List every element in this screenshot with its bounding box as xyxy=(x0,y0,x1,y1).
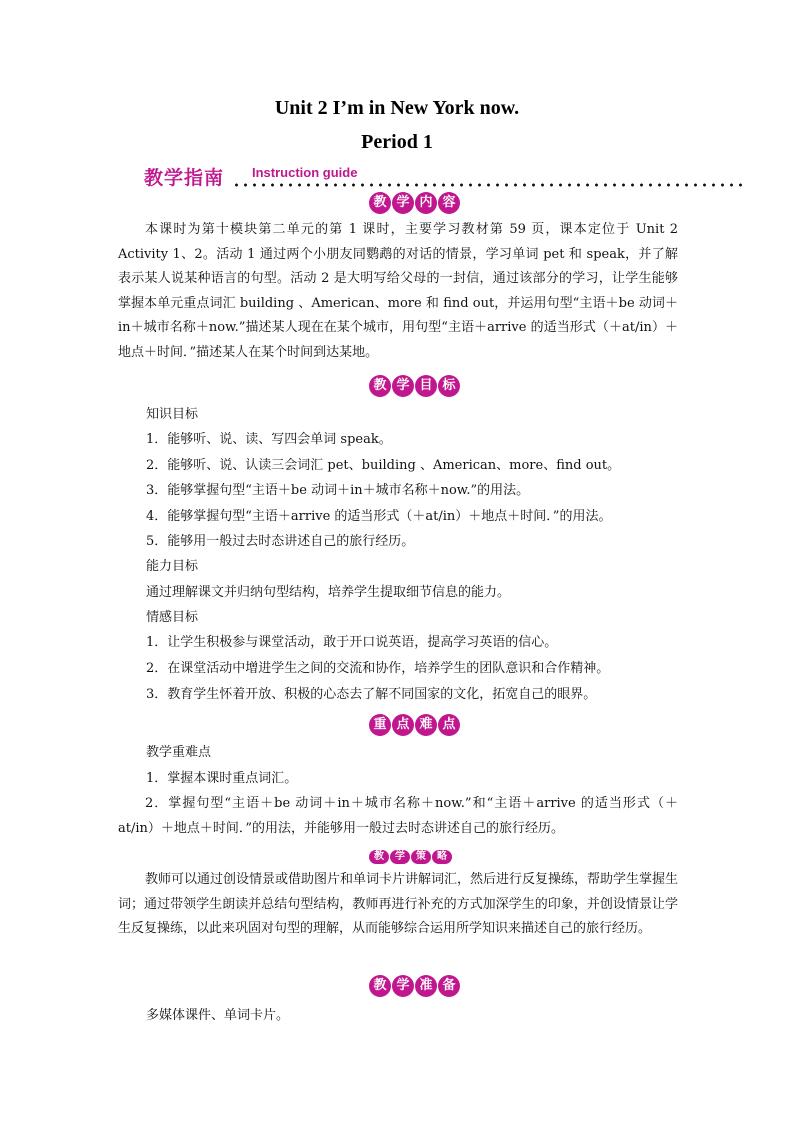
badge-char: 教 xyxy=(369,375,391,397)
knowledge-item: 2．能够听、说、认读三会词汇 pet、building 、American、more、find out。 xyxy=(146,458,621,473)
badge-char: 点 xyxy=(438,714,460,736)
emotion-item: 3．教育学生怀着开放、积极的心态去了解不同国家的文化，拓宽自己的眼界。 xyxy=(146,687,597,702)
badge-char: 学 xyxy=(392,192,414,214)
instruction-guide-header xyxy=(144,163,744,187)
knowledge-item: 3．能够掌握句型“主语＋be 动词＋in＋城市名称＋now.”的用法。 xyxy=(146,483,530,498)
badge-teaching-content xyxy=(369,192,460,214)
period-title: Period 1 xyxy=(361,131,433,153)
badge-char: 学 xyxy=(390,850,410,864)
badge-char: 难 xyxy=(415,714,437,736)
badge-char: 备 xyxy=(438,975,460,997)
knowledge-item: 4．能够掌握句型“主语＋arrive 的适当形式（＋at/in）＋地点＋时间．”的用法。 xyxy=(146,509,612,524)
emotion-item: 2．在课堂活动中增进学生之间的交流和协作，培养学生的团队意识和合作精神。 xyxy=(146,661,610,676)
badge-char: 容 xyxy=(438,192,460,214)
badge-char: 标 xyxy=(438,375,460,397)
badge-char: 教 xyxy=(369,975,391,997)
badge-char: 目 xyxy=(415,375,437,397)
badge-char: 重 xyxy=(369,714,391,736)
ability-text: 通过理解课文并归纳句型结构，培养学生提取细节信息的能力。 xyxy=(146,585,511,600)
badge-char: 准 xyxy=(415,975,437,997)
guide-label-cn: 教学指南 xyxy=(144,167,225,189)
dotted-divider xyxy=(232,183,744,187)
guide-label-en: Instruction guide xyxy=(252,165,358,180)
key-point-item: 1．掌握本课时重点词汇。 xyxy=(146,771,298,786)
prep-text: 多媒体课件、单词卡片。 xyxy=(146,1008,290,1023)
badge-teaching-prep xyxy=(369,975,460,997)
badge-char: 教 xyxy=(369,192,391,214)
ability-heading: 能力目标 xyxy=(146,559,199,574)
badge-char: 学 xyxy=(392,375,414,397)
badge-char: 策 xyxy=(411,850,431,864)
knowledge-item: 1．能够听、说、读、写四会单词 speak。 xyxy=(146,432,392,447)
key-point-item: 2．掌握句型“主语＋be 动词＋in＋城市名称＋now.”和“主语＋arrive 的适当形式（＋at/in）＋地点＋时间．”的用法，并能够用一般过去时态讲述自己的旅行经历。 xyxy=(118,796,678,836)
badge-char: 内 xyxy=(415,192,437,214)
content-paragraph: 本课时为第十模块第二单元的第 1 课时，主要学习教材第 59 页，课本定位于 Unit 2 Activity 1、2。活动 1 通过两个小朋友同鹦鹉的对话的情景，学习单词 pet 和 speak，并了解表示某人说某种语言的句型。活动 2 是大明写给父母的一封信，通过该部分的学习，让学生能够掌握本单元重点词汇 building 、American、more 和 find out，并运用句型“主语＋be 动词＋in＋城市名称＋now.”描述某人现在在某个城市，用句型“主语＋arrive 的适当形式（＋at/in）＋地点＋时间．”描述某人在某个时间到达某地。 xyxy=(118,222,678,360)
badge-char: 点 xyxy=(392,714,414,736)
badge-char: 学 xyxy=(392,975,414,997)
emotion-item: 1．让学生积极参与课堂活动，敢于开口说英语，提高学习英语的信心。 xyxy=(146,635,558,650)
strategy-paragraph: 教师可以通过创设情景或借助图片和单词卡片讲解词汇，然后进行反复操练，帮助学生掌握生词；通过带领学生朗读并总结句型结构，教师再进行补充的方式加深学生的印象，并创设情景让学生反复操练，以此来巩固对句型的理解，从而能够综合运用所学知识来描述自己的旅行经历。 xyxy=(118,872,679,937)
unit-title: Unit 2 I’m in New York now. xyxy=(274,97,520,119)
knowledge-item: 5．能够用一般过去时态讲述自己的旅行经历。 xyxy=(146,534,415,549)
emotion-heading: 情感目标 xyxy=(146,610,199,625)
badge-teaching-goals xyxy=(369,375,460,397)
knowledge-heading: 知识目标 xyxy=(146,407,199,422)
key-points-heading: 教学重难点 xyxy=(146,745,212,760)
badge-key-points xyxy=(369,714,460,736)
badge-char: 教 xyxy=(369,850,389,864)
badge-char: 略 xyxy=(432,850,452,864)
